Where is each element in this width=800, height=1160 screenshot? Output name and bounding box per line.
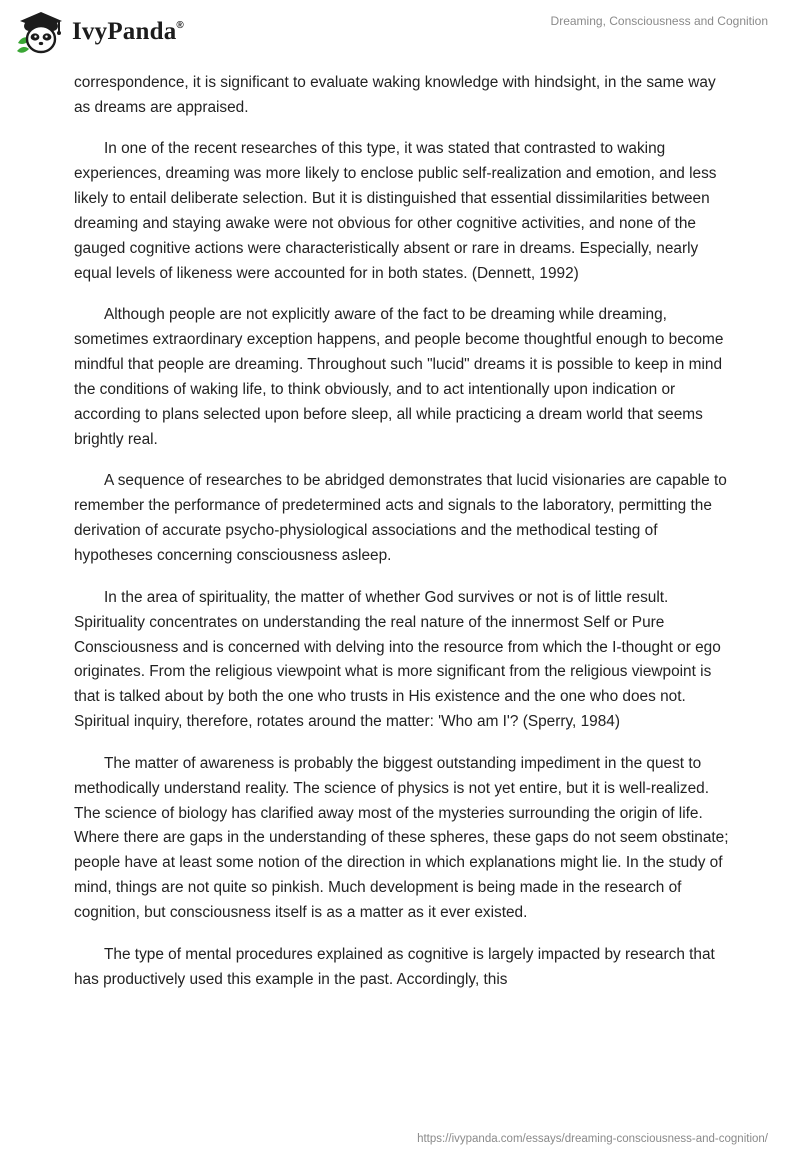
paragraph-1: correspondence, it is significant to evaluate waking knowledge with hindsight, in the same way as dreams are appraised. — [74, 74, 716, 116]
paragraph-6: The matter of awareness is probably the biggest outstanding impediment in the quest to methodically understand reality. The science of physics is not yet entire, but it is well-realized. The science of biology has clarified away most of the mysteries surrounding the origin of life. Where there are gaps in the understanding of these spheres, these gaps do not seem obstinate; people have at least some notion of the direction in which explanations might lie. In the study of mind, things are not quite so pinkish. Much development is being made in the research of cognition, but consciousness itself is as a matter as it ever existed. — [74, 754, 729, 922]
paragraph-5: In the area of spirituality, the matter of whether God survives or not is of little result. Spirituality concentrates on understanding the real nature of the innermost Self or Pure Consciousness and is concerned with delving into the resource from which the I-thought or ego originates. From the religious viewpoint what is more significant from the religious viewpoint is that is talked about by both the one who trusts in His existence and the one who does not. Spiritual inquiry, therefore, rotates around the matter: 'Who am I'? (Sperry, 1984) — [74, 588, 721, 731]
article-body — [74, 71, 734, 1009]
source-url[interactable]: https://ivypanda.com/essays/dreaming-consciousness-and-cognition/ — [417, 1133, 768, 1145]
brand-name — [72, 18, 184, 46]
document-title: Dreaming, Consciousness and Cognition — [550, 14, 768, 28]
paragraph-7: The type of mental procedures explained as cognitive is largely impacted by research that has productively used this example in the past. Accordingly, this — [74, 945, 715, 988]
paragraph-2: In one of the recent researches of this type, it was stated that contrasted to waking experiences, dreaming was more likely to enclose public self-realization and emotion, and less likely to entail deliberate selection. But it is distinguished that essential dissimilarities between dreaming and staying awake were not obvious for other cognitive activities, and none of the gauged cognitive actions were characteristically absent or rare in dreams. Especially, nearly equal levels of likeness were accounted for in both states. (Dennett, 1992) — [74, 140, 717, 282]
registered-mark: ® — [176, 20, 184, 31]
page-header — [0, 0, 800, 62]
ivypanda-logo[interactable] — [14, 8, 214, 56]
panda-graduate-logo-icon — [14, 9, 66, 55]
brand-text: IvyPanda — [72, 18, 177, 45]
paragraph-4: A sequence of researches to be abridged demonstrates that lucid visionaries are capable to remember the performance of predetermined acts and signals to the laboratory, permitting the derivation of accurate psycho-physiological associations and the methodical testing of hypotheses concerning consciousness asleep. — [74, 472, 727, 565]
paragraph-3: Although people are not explicitly aware of the fact to be dreaming while dreaming, sometimes extraordinary exception happens, and people become thoughtful enough to become mindful that people are dreaming. Throughout such "lucid" dreams it is possible to keep in mind the conditions of waking life, to think obviously, and to act intentionally upon indication or according to plans selected upon before sleep, all while practicing a dream world that seems brightly real. — [74, 306, 724, 448]
